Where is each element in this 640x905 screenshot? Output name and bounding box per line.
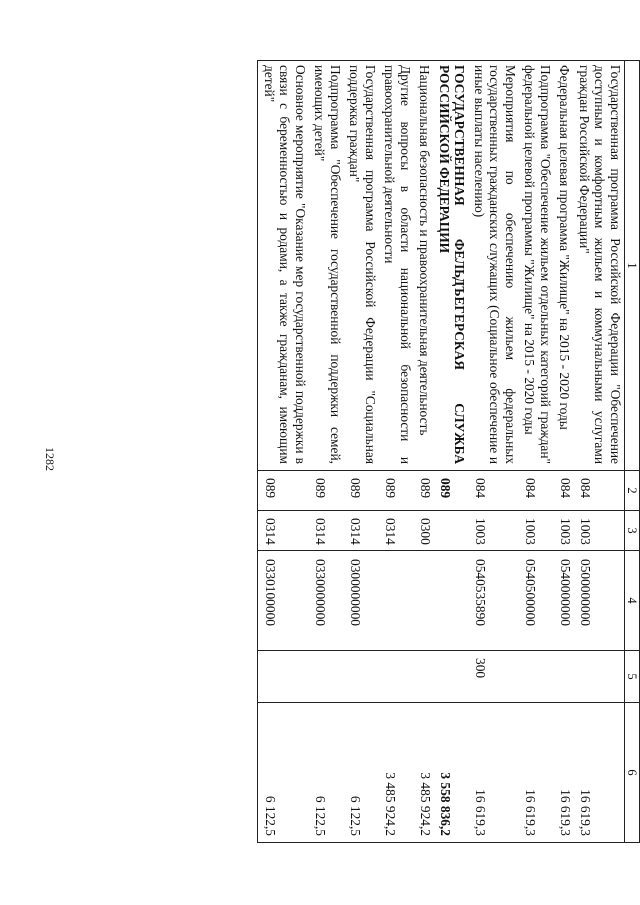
row-rz [434,511,469,551]
row-rz: 0300 [414,511,434,551]
row-name: Федеральная целевая программа "Жилище" на 2015 - 2020 годы [554,61,574,471]
budget-table [258,60,640,843]
header-col-4: 4 [625,551,640,651]
header-col-5: 5 [625,651,640,703]
row-rz: 1003 [554,511,574,551]
table-row [258,61,309,843]
row-vr [434,651,469,703]
table-row [519,61,554,843]
row-rz: 0314 [344,511,379,551]
row-rz: 0314 [379,511,414,551]
row-ved: 084 [554,471,574,511]
table-row [344,61,379,843]
row-sum: 16 619,3 [554,703,574,843]
row-sum: 6 122,5 [309,703,344,843]
row-sum: 16 619,3 [469,703,520,843]
table-row [309,61,344,843]
table-row [414,61,434,843]
table-row [469,61,520,843]
row-ved: 084 [574,471,625,511]
table-row [574,61,625,843]
row-vr [344,651,379,703]
row-sum: 3 485 924,2 [379,703,414,843]
row-csr: 0300000000 [344,551,379,651]
row-rz: 1003 [519,511,554,551]
rotated-budget-table [174,60,640,842]
row-name: Другие вопросы в области национальной безопасности и правоохранительной деятельности [379,61,414,471]
row-sum: 3 485 924,2 [414,703,434,843]
table-row [379,61,414,843]
row-csr: 0540500000 [519,551,554,651]
row-ved: 089 [414,471,434,511]
row-name: Мероприятия по обеспечению жильем федеральных государственных гражданских служащих (Социальное обеспечение и иные выплаты населению) [469,61,520,471]
row-sum: 3 558 836,2 [434,703,469,843]
row-vr [554,651,574,703]
row-rz: 1003 [469,511,520,551]
row-ved: 089 [344,471,379,511]
row-vr [379,651,414,703]
row-sum: 6 122,5 [258,703,309,843]
row-rz: 1003 [574,511,625,551]
row-sum: 16 619,3 [519,703,554,843]
row-csr: 0500000000 [574,551,625,651]
row-vr [309,651,344,703]
page-number: 1282 [43,447,57,471]
row-ved: 084 [519,471,554,511]
row-name: Подпрограмма "Обеспечение жильем отдельных категорий граждан" федеральной целевой программы "Жилище" на 2015 - 2020 годы [519,61,554,471]
row-csr: 0330000000 [309,551,344,651]
row-csr: 0330100000 [258,551,309,651]
row-ved: 089 [309,471,344,511]
row-vr [574,651,625,703]
row-vr: 300 [469,651,520,703]
header-col-1: 1 [625,61,640,471]
table-row [434,61,469,843]
row-name: Подпрограмма "Обеспечение государственной поддержки семей, имеющих детей" [309,61,344,471]
row-name: ГОСУДАРСТВЕННАЯ ФЕЛЬДЪЕГЕРСКАЯ СЛУЖБА РОССИЙСКОЙ ФЕДЕРАЦИИ [434,61,469,471]
header-col-3: 3 [625,511,640,551]
row-sum: 16 619,3 [574,703,625,843]
row-sum: 6 122,5 [344,703,379,843]
row-rz: 0314 [309,511,344,551]
row-ved: 084 [469,471,520,511]
row-csr: 0540535890 [469,551,520,651]
row-ved: 089 [379,471,414,511]
header-col-6: 6 [625,703,640,843]
row-vr [258,651,309,703]
row-csr [379,551,414,651]
row-csr [414,551,434,651]
header-col-2: 2 [625,471,640,511]
row-csr [434,551,469,651]
row-vr [414,651,434,703]
table-row [554,61,574,843]
row-ved: 089 [258,471,309,511]
row-ved: 089 [434,471,469,511]
row-rz: 0314 [258,511,309,551]
row-csr: 0540000000 [554,551,574,651]
row-name: Государственная программа Российской Федерации "Социальная поддержка граждан" [344,61,379,471]
row-vr [519,651,554,703]
row-name: Государственная программа Российской Федерации "Обеспечение доступным и комфортным жильем и коммунальными услугами граждан Российской Федерации" [574,61,625,471]
table-header-row [625,61,640,843]
row-name: Основное мероприятие "Оказание мер государственной поддержки в связи с беременностью и родами, а также гражданам, имеющим детей" [258,61,309,471]
row-name: Национальная безопасность и правоохранительная деятельность [414,61,434,471]
